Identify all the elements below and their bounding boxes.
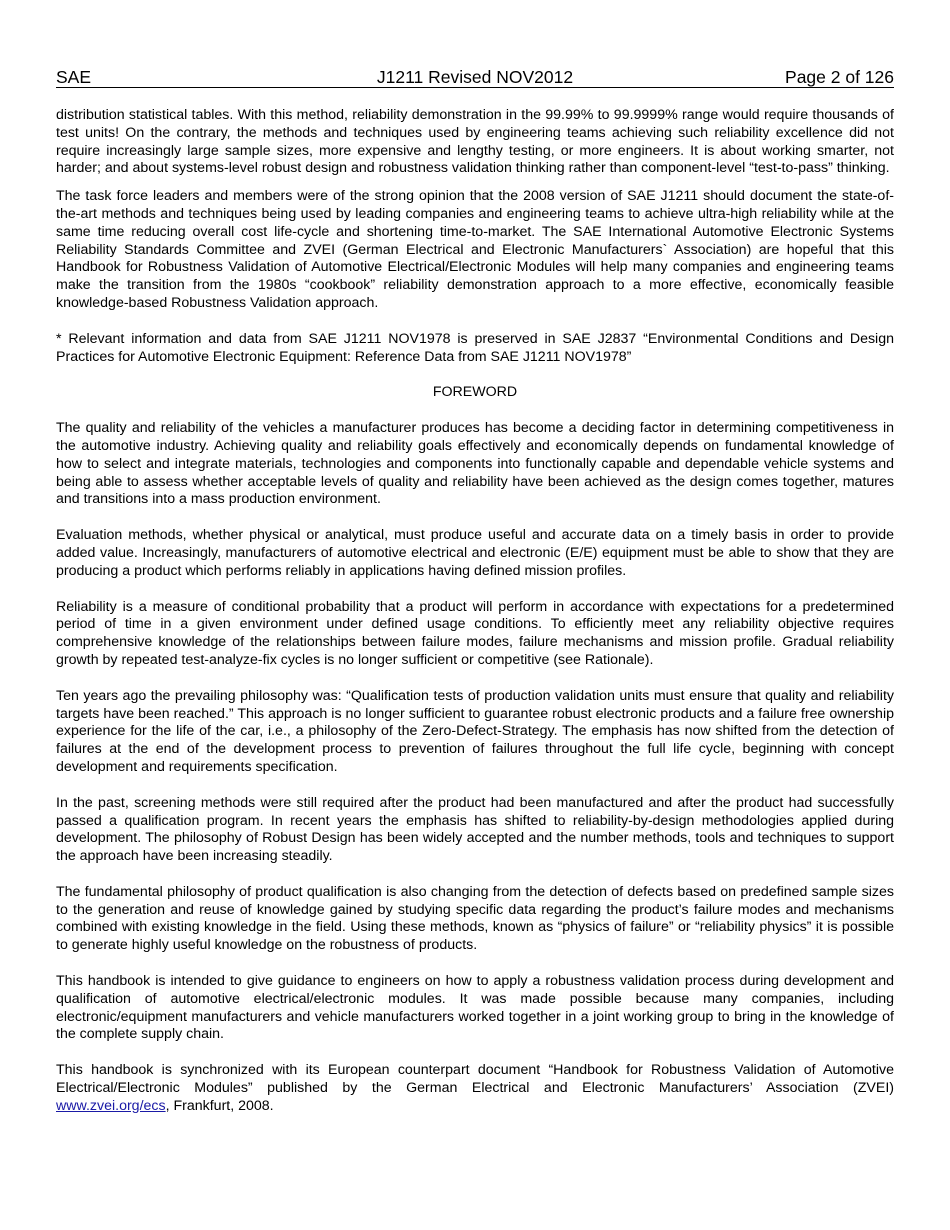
paragraph-11-tail: , Frankfurt, 2008. [165,1097,274,1114]
paragraph-1: distribution statistical tables. With this method, reliability demonstration in the 99.99% to 99.9999% range would require thousands of test units! On the contrary, the methods and techniques used by engineering teams achieving such reliability excellence did not require increasingly large sample sizes, more expensive and lengthy testing, or more engineers. It is about working smarter, not harder; and about systems-level robust design and robustness validation thinking rather than component-level “test-to-pass” thinking. [56,107,894,177]
foreword-heading: FOREWORD [432,384,518,401]
document-body [56,107,894,1116]
paragraph-4: The quality and reliability of the vehicles a manufacturer produces has become a deciding factor in determining competitiveness in the automotive industry. Achieving quality and reliability goals effectively and economically depends on fundamental knowledge of how to select and integrate materials, technologies and components into functionally capable and dependable vehicle systems and being able to assess whether acceptable levels of quality and reliability have been achieved as the design comes together, matures and transitions into a mass production environment. [56,420,894,508]
paragraph-11 [56,1062,894,1115]
paragraph-6: Reliability is a measure of conditional probability that a product will perform in accordance with expectations for a predetermined period of time in a given environment under defined usage conditions. To efficiently meet any reliability objective requires comprehensive knowledge of the relationships between failure modes, failure mechanisms and mission profile. Gradual reliability growth by repeated test-analyze-fix cycles is no longer sufficient or competitive (see Rationale). [56,598,894,668]
header-org: SAE [56,67,92,87]
zvei-link[interactable]: www.zvei.org/ecs [56,1097,166,1114]
paragraph-10: This handbook is intended to give guidance to engineers on how to apply a robustness validation process during development and qualification of automotive electrical/electronic modules. It was made possible because many companies, including electronic/equipment manufacturers and vehicle manufacturers worked together in a joint working group to bring in the knowledge of the complete supply chain. [56,973,894,1043]
header-doc-id: J1211 Revised NOV2012 [376,67,574,87]
page-header [56,67,894,87]
paragraph-footnote: * Relevant information and data from SAE J1211 NOV1978 is preserved in SAE J2837 “Environmental Conditions and Design Practices for Automotive Electronic Equipment: Reference Data from SAE J1211 NOV1978” [56,330,894,365]
paragraph-2: The task force leaders and members were of the strong opinion that the 2008 version of SAE J1211 should document the state-of-the-art methods and techniques being used by leading companies and engineering teams to achieve ultra-high reliability while at the same time reducing overall cost life-cycle and shortening time-to-market. The SAE International Automotive Electronic Systems Reliability Standards Committee and ZVEI (German Electrical and Electronic Manufacturers` Association) are hopeful that this Handbook for Robustness Validation of Automotive Electrical/Electronic Modules will help many companies and engineering teams make the transition from the 1980s “cookbook” reliability demonstration approach to a more effective, economically feasible knowledge-based Robustness Validation approach. [56,188,894,311]
header-page-number: Page 2 of 126 [785,67,894,87]
paragraph-9: The fundamental philosophy of product qualification is also changing from the detection of defects based on predefined sample sizes to the generation and reuse of knowledge gained by studying specific data regarding the product’s failure modes and mechanisms combined with existing knowledge in the field. Using these methods, known as “physics of failure” or “reliability physics” it is possible to generate highly useful knowledge on the robustness of products. [56,883,894,954]
paragraph-5: Evaluation methods, whether physical or analytical, must produce useful and accurate data on a timely basis in order to provide added value. Increasingly, manufacturers of automotive electrical and electronic (E/E) equipment must be able to show that they are producing a product which performs reliably in applications having defined mission profiles. [56,527,894,579]
paragraph-8: In the past, screening methods were still required after the product had been manufactured and after the product had successfully passed a qualification program. In recent years the emphasis has shifted to reliability-by-design methodologies applied during development. The philosophy of Robust Design has been widely accepted and the number methods, tools and techniques to support the approach have been increasing steadily. [56,794,894,865]
header-rule [56,87,894,88]
paragraph-11-text: This handbook is synchronized with its European counterpart document “Handbook for Robustness Validation of Automotive Electrical/Electronic Modules” published by the German Electrical and Electronic Manufacturers’ Association (ZVEI) [56,1062,894,1097]
paragraph-7: Ten years ago the prevailing philosophy was: “Qualification tests of production validation units must ensure that quality and reliability targets have been reached.” This approach is no longer sufficient to guarantee robust electronic products and a failure free ownership experience for the life of the car, i.e., a philosophy of the Zero-Defect-Strategy. The emphasis has now shifted from the detection of failures at the end of the development process to prevention of failures throughout the full life cycle, beginning with concept development and requirements specification. [56,687,894,775]
